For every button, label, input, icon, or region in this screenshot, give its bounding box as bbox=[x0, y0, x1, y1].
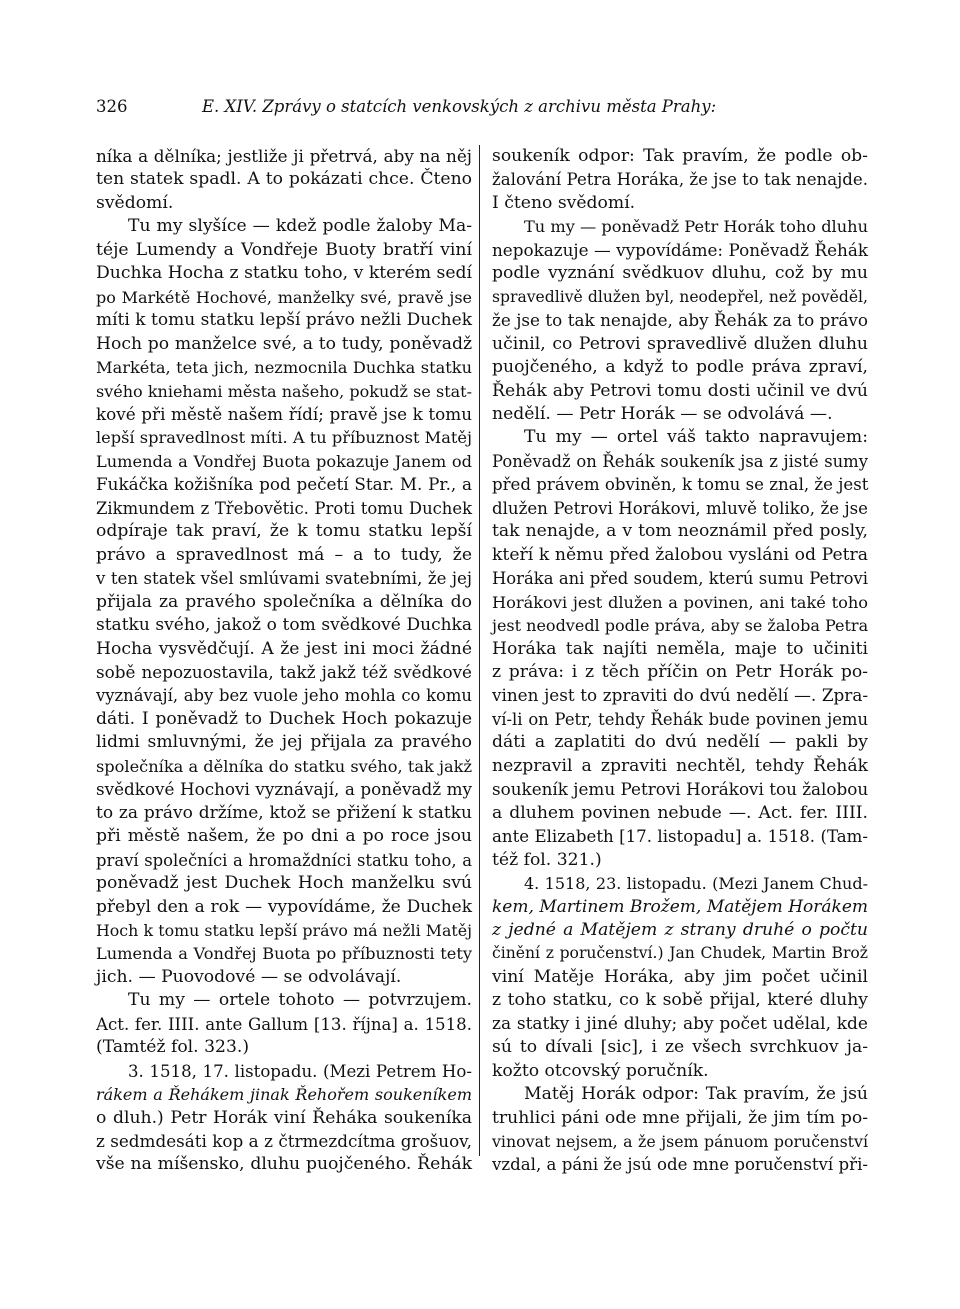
text-line: Duchka Hocha z statku toho, v kterém sedí bbox=[96, 263, 472, 284]
text-line: Hoch k tomu statku lepší právo má nežli Matěj bbox=[96, 920, 472, 940]
text-line: soukeník jemu Petrovi Horákovi tou žalobou bbox=[492, 779, 869, 800]
text-line: Markéta, teta jich, nezmocnila Duchka statku bbox=[96, 358, 472, 378]
text-line: společníka a dělníka do statku svého, tak jakž bbox=[96, 756, 472, 776]
text-line: jest neodvedl podle práva, aby se žaloba Petra bbox=[492, 616, 869, 636]
text-line: po Markétě Hochové, manželky své, pravě jse bbox=[96, 287, 472, 307]
text-line: v ten statek všel smlúvami svatebními, že jej bbox=[96, 569, 472, 589]
text-line: vzdal, a páni že jsú ode mne poručenství při- bbox=[492, 1155, 868, 1175]
text-line: dlužen Petrovi Horákovi, mluvě toliko, že jse bbox=[492, 498, 868, 518]
text-line: dáti. I poněvadž to Duchek Hoch pokazuje bbox=[96, 708, 472, 729]
text-line: Horáka tak najíti neměla, maje to učiniti bbox=[492, 638, 868, 659]
text-line: o dluh.) Petr Horák viní Řeháka soukeníka bbox=[96, 1107, 472, 1128]
text-line: před právem obviněn, k tomu se znal, že jest bbox=[492, 475, 869, 495]
text-line: svědomí. bbox=[96, 192, 174, 213]
text-line: lepší spravedlnost míti. A tu příbuznost Matěj bbox=[96, 428, 472, 448]
text-line: též fol. 321.) bbox=[492, 849, 602, 870]
right-column bbox=[492, 145, 868, 1177]
text-line: z sedmdesáti kop a z čtrmezdcítma grošuov, bbox=[96, 1131, 472, 1152]
text-line: Zikmundem z Třebovětic. Proti tomu Duchek bbox=[96, 498, 472, 518]
text-line: vše na míšensko, dluhu puojčeného. Řehák bbox=[96, 1154, 472, 1175]
text-line: poněvadž jest Duchek Hoch manželku svú bbox=[96, 873, 472, 894]
text-line: (Tamtéž fol. 323.) bbox=[96, 1037, 250, 1058]
text-line: truhlici páni ode mne přijali, že jim tím po- bbox=[492, 1107, 868, 1128]
text-line: Tu my slyšíce — kdež podle žaloby Ma- bbox=[128, 216, 472, 237]
text-line: podle vyznání svědkuov dluhu, což by mu bbox=[492, 263, 868, 284]
running-head: E. XIV. Zprávy o statcích venkovských z archivu města Prahy: bbox=[202, 97, 717, 116]
text-line: ví-li on Petr, tehdy Řehák bude povinen jemu bbox=[492, 709, 868, 729]
text-line: kožto otcovský poručník. bbox=[492, 1060, 709, 1081]
text-line: svědkové Hochovi vyznávají, a poněvadž my bbox=[96, 779, 472, 800]
text-line: vinovat nejsem, a že jsem pánuom poručenství bbox=[492, 1132, 868, 1152]
page-number: 326 bbox=[96, 97, 128, 116]
text-line: Horáka ani před soudem, kterú sumu Petrovi bbox=[492, 569, 868, 589]
text-line: odpíraje tak praví, že k tomu statku lepší bbox=[96, 521, 472, 542]
text-line: nepokazuje — vypovídáme: Poněvadž Řehák bbox=[492, 239, 868, 260]
text-line: Horákovi jest dlužen a povinen, ani také toho bbox=[492, 592, 868, 612]
text-line: rákem a Řehákem jinak Řehořem soukeníkem bbox=[96, 1085, 472, 1105]
text-line: přijala za pravého společníka a dělníka do bbox=[96, 591, 472, 612]
text-line: soukeník odpor: Tak pravím, že podle ob- bbox=[492, 146, 868, 166]
text-line: ten statek spadl. A to pokázati chce. Čteno bbox=[96, 169, 472, 190]
text-line: kteří k němu před žalobou vysláni od Petra bbox=[492, 544, 868, 565]
text-line: z jedné a Matějem z strany druhé o počtu bbox=[492, 919, 868, 940]
text-line: přebyl den a rok — vypovídáme, že Duchek bbox=[96, 896, 472, 917]
text-line: svého kniehami města našeho, pokudž se stat- bbox=[96, 381, 472, 401]
text-line: statku svého, jakož o tom svědkové Duchka bbox=[96, 615, 472, 636]
text-line: právo a spravedlnost má – a to tudy, že bbox=[96, 544, 472, 565]
text-line: Hocha vysvědčují. A že jest ini moci žádné bbox=[96, 638, 472, 659]
text-line: puojčeného, a když to podle práva zpraví, bbox=[492, 357, 868, 378]
text-line: že jse to tak nenajde, aby Řehák za to právo bbox=[492, 310, 868, 331]
text-line: z toho statku, co k sobě přijal, které dluhy bbox=[492, 990, 868, 1011]
left-column bbox=[96, 145, 472, 1177]
text-line: učinil, co Petrovi spravedlivě dlužen dluhu bbox=[492, 333, 868, 354]
text-line: I čteno svědomí. bbox=[492, 192, 636, 213]
text-line: lidmi smluvnými, že jej přijala za pravého bbox=[96, 732, 472, 753]
column-divider bbox=[479, 145, 480, 1156]
text-line: praví společníci a hromaždníci statku toho, a bbox=[96, 850, 472, 870]
text-line: nezpravil a zpraviti nechtěl, tehdy Řehák bbox=[492, 755, 868, 776]
text-line: za statky i jiné dluhy; aby počet udělal, kde bbox=[492, 1013, 868, 1034]
text-line: kem, Martinem Brožem, Matějem Horákem bbox=[492, 896, 868, 917]
text-line: Lumenda a Vondřej Buota po příbuznosti tety bbox=[96, 944, 472, 964]
text-line: spravedlivě dlužen byl, neodepřel, než pověděl, bbox=[492, 287, 868, 306]
text-line: při městě našem, že po dni a po roce jsou bbox=[96, 826, 472, 847]
text-line: níka a dělníka; jestliže ji přetrvá, aby na něj bbox=[96, 146, 472, 166]
text-line: činění z poručenství.) Jan Chudek, Martin Brož bbox=[492, 944, 868, 963]
text-line: kové při městě našem řídí; pravě jse k tomu bbox=[96, 403, 472, 424]
text-line: vyznávají, aby bez vuole jeho mohla co komu bbox=[96, 686, 472, 706]
text-line: téje Lumendy a Vondřeje Buoty bratří viní bbox=[96, 239, 472, 260]
text-line: dáti a zaplatiti do dvú nedělí — pakli by bbox=[492, 732, 868, 753]
text-line: Tu my — poněvadž Petr Horák toho dluhu bbox=[524, 217, 869, 237]
text-line: a dluhem povinen nebude —. Act. fer. IIII. bbox=[492, 802, 868, 823]
text-line: 3. 1518, 17. listopadu. (Mezi Petrem Ho- bbox=[128, 1061, 472, 1081]
text-line: Tu my — ortel váš takto napravujem: bbox=[524, 427, 868, 448]
text-line: nedělí. — Petr Horák — se odvolává —. bbox=[492, 403, 833, 424]
page-header bbox=[96, 97, 866, 127]
text-line: Lumenda a Vondřej Buota pokazuje Janem od bbox=[96, 451, 472, 471]
text-line: Matěj Horák odpor: Tak pravím, že jsú bbox=[524, 1084, 868, 1105]
text-line: tak nenajde, a v tom neoznámil před posly, bbox=[492, 521, 868, 542]
text-line: Řehák aby Petrovi tomu dosti učinil ve dvú bbox=[492, 380, 868, 401]
text-line: žalování Petra Horáka, že jse to tak nenajde. bbox=[492, 170, 868, 190]
text-line: vinen jest to zpraviti do dvú nedělí —. Zpra- bbox=[492, 685, 868, 706]
text-line: z práva: i z těch příčin on Petr Horák po- bbox=[492, 661, 868, 682]
text-line: Act. fer. IIII. ante Gallum [13. října] a. 1518. bbox=[96, 1014, 472, 1034]
text-line: Poněvadž on Řehák soukeník jsa z jisté sumy bbox=[492, 451, 868, 471]
text-line: Hoch po manželce své, a to tudy, poněvadž bbox=[96, 333, 472, 354]
text-line: sú to dívali [sic], i ze všech svrchkuov ja- bbox=[492, 1037, 868, 1058]
text-line: sobě nepozuostavila, takž jakž též svědkové bbox=[96, 661, 472, 682]
text-line: ante Elizabeth [17. listopadu] a. 1518. (Tam- bbox=[492, 827, 868, 847]
text-line: míti k tomu statku lepší právo nežli Duchek bbox=[96, 310, 472, 331]
text-line: Tu my — ortele tohoto — potvrzujem. bbox=[128, 990, 472, 1011]
text-line: 4. 1518, 23. listopadu. (Mezi Janem Chud- bbox=[524, 874, 868, 894]
text-line: jich. — Puovodové — se odvolávají. bbox=[96, 966, 402, 987]
text-line: Fukáčka kožišníka pod pečetí Star. M. Pr., a bbox=[96, 474, 472, 495]
text-line: viní Matěje Horáka, aby jim počet učinil bbox=[492, 966, 868, 987]
text-line: to za právo držíme, ktož se přižení k statku bbox=[96, 802, 472, 823]
